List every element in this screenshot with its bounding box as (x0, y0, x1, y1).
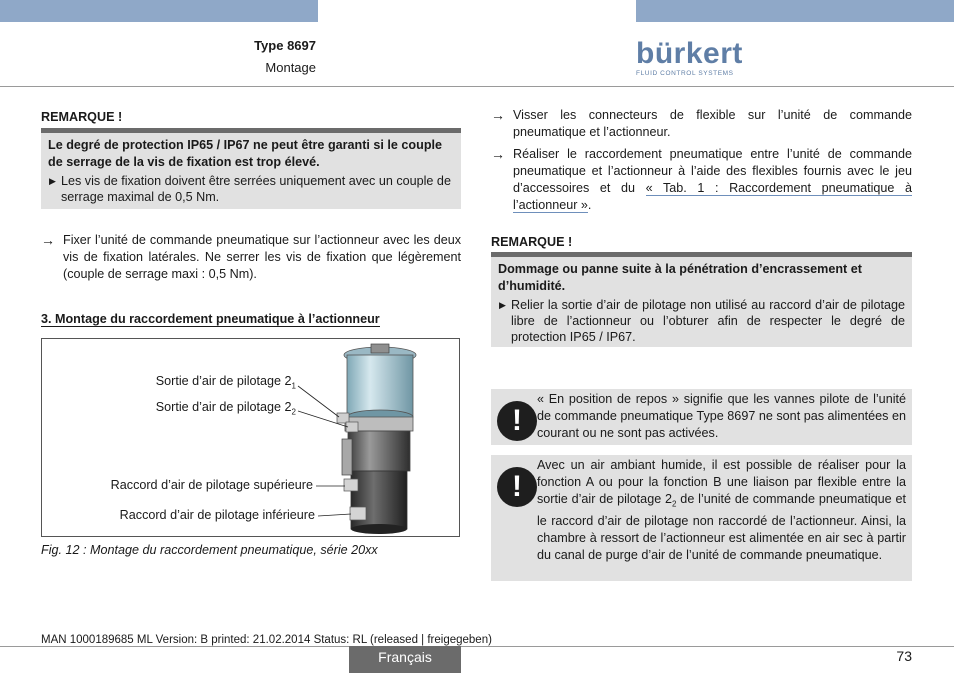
figure-12 (41, 338, 460, 537)
label-sortie-22: Sortie d’air de pilotage $2_2$ (155, 400, 296, 417)
step-screw-connectors (491, 107, 912, 141)
info-box-rest-position (491, 389, 912, 445)
info-humid-air-text: Avec un air ambiant humide, il est possible de réaliser pour la fonction A ou pour la fonction B une liaison par flexible entre la sortie d’air de pilotage $2_2$ de l’unité de commande pneumatique et le raccord d’air de pilotage non raccordé de l’actionneur. Ainsi, la chambre à ressort de l’actionneur est alimentée en air sec à partir du canal de purge d’air de l’unité de commande pneumatique. (537, 458, 906, 562)
logo-wordmark: bürkert (636, 37, 743, 70)
step-fix-unit (41, 232, 461, 283)
arrow-right-icon: → (491, 146, 505, 162)
note1-bullet (48, 173, 454, 205)
label-sortie-21: Sortie d’air de pilotage $2_1$ (155, 374, 296, 391)
header-band-right (636, 0, 954, 22)
note1-text: Le degré de protection IP65 / IP67 ne peut être garanti si le couple de serrage de la vis de fixation est trop élevé. (48, 138, 443, 169)
label-raccord-sup: Raccord d’air de pilotage supérieure (110, 478, 313, 492)
step-screw-connectors-text: Visser les connecteurs de flexible sur l’unité de commande pneumatique et l’actionneur. (513, 108, 912, 139)
note2-box (491, 252, 912, 347)
document-meta: MAN 1000189685 ML Version: B printed: 21.02.2014 Status: RL (released | freigegeben) (41, 634, 492, 646)
step-pneumatic-connection-text: Réaliser le raccordement pneumatique entre l’unité de commande pneumatique et l’actionneur à l’aide des flexibles fournis avec le jeu d’accessoires et du (513, 147, 912, 195)
note1-bullet-text: Les vis de fixation doivent être serrées uniquement avec un couple de serrage maximal de 0,5 Nm. (61, 174, 451, 204)
arrow-right-icon: → (41, 232, 55, 248)
note2-bullet-text: Relier la sortie d’air de pilotage non utilisé au raccord d’air de pilotage libre de l’actionneur ou l’obturer afin de respecter le degré de protection IP65 / IP67. (511, 298, 905, 344)
section-heading: 3. Montage du raccordement pneumatique à l’actionneur (41, 312, 380, 326)
header-band-left (0, 0, 318, 22)
bullet-triangle-icon: ▶ (499, 300, 506, 310)
note1-title: REMARQUE ! (41, 110, 123, 124)
actuator-illustration (42, 339, 461, 538)
page-number: 73 (896, 648, 912, 664)
note1-box (41, 128, 461, 209)
note2-title: REMARQUE ! (491, 235, 573, 249)
step-fix-unit-text: Fixer l’unité de commande pneumatique sur l’actionneur avec les deux vis de fixation latérales. Ne serrer les vis de fixation que légèrement (couple de serrage maxi : 0,5 Nm). (63, 233, 461, 281)
arrow-right-icon: → (491, 107, 505, 123)
label-raccord-inf: Raccord d’air de pilotage inférieure (119, 508, 315, 522)
document-type: Type 8697 (254, 38, 316, 53)
logo-tagline: FLUID CONTROL SYSTEMS (636, 70, 734, 77)
exclamation-icon: ! (497, 401, 537, 441)
step-pneumatic-connection (491, 146, 912, 214)
bullet-triangle-icon: ▶ (49, 176, 56, 186)
step-pneumatic-connection-end: . (587, 198, 592, 212)
table-reference-link[interactable]: « Tab. 1 : Raccordement pneumatique à l’actionneur » (513, 181, 912, 212)
header-divider (0, 86, 954, 87)
chapter-title: Montage (265, 60, 316, 75)
note2-text: Dommage ou panne suite à la pénétration d’encrassement et d’humidité. (498, 262, 862, 293)
info-rest-position-text: « En position de repos » signifie que les vannes pilote de l’unité de commande pneumatique Type 8697 ne sont pas alimentées en courant ou ne sont pas activées. (537, 392, 906, 440)
exclamation-icon: ! (497, 467, 537, 507)
figure-caption: Fig. 12 : Montage du raccordement pneumatique, série 20xx (41, 543, 378, 557)
language-tab: Français (349, 646, 461, 673)
footer-divider (0, 646, 954, 647)
info-box-humid-air (491, 455, 912, 581)
note2-bullet (498, 297, 905, 345)
burkert-logo (636, 37, 743, 77)
